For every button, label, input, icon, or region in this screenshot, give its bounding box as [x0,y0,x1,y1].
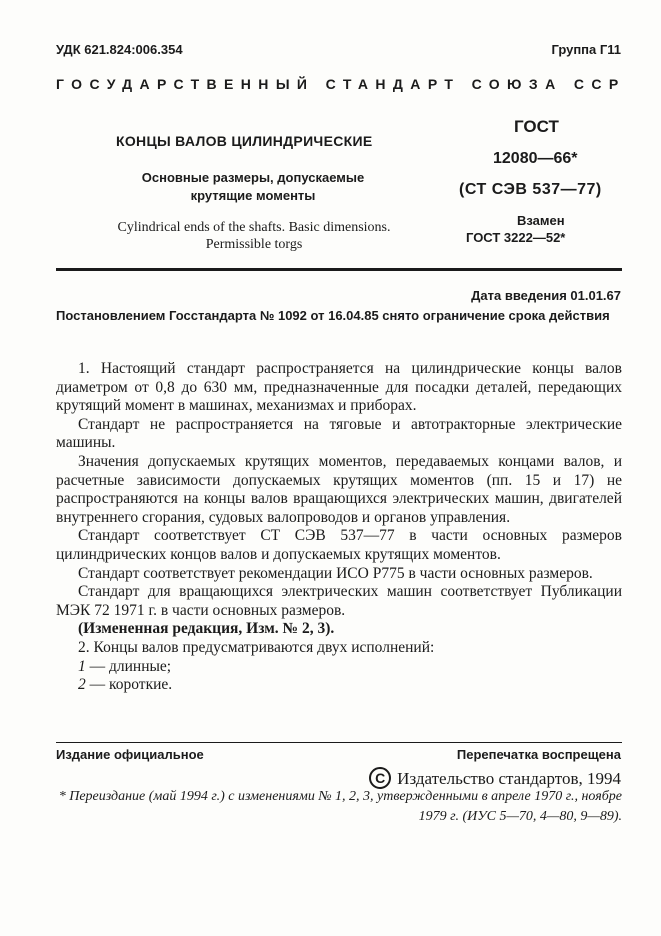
group-code: Группа Г11 [551,42,621,57]
replace-label: Взамен [517,213,565,228]
body-text [56,360,622,695]
paragraph-st-sev: Стандарт соответствует СТ СЭВ 537—77 в части основных размеров цилиндрических концов валов и допускаемых крутящих моментов. [56,527,622,563]
copyright-icon: C [369,767,391,789]
english-title: Cylindrical ends of the shafts. Basic dimensions. Permissible torgs [117,220,391,252]
footer-divider [56,742,622,743]
item-text: — длинные; [89,657,172,675]
document-title: КОНЦЫ ВАЛОВ ЦИЛИНДРИЧЕСКИЕ [116,133,373,149]
paragraph-exclusion: Стандарт не распространяется на тяговые и автотракторные электрические машины. [56,415,622,452]
reissue-note: * Переиздание (май 1994 г.) с изменениями № 1, 2, 3, утвержденными в апреле 1970 г., ноябре 1979 г. (ИУС 5—70, 4—80, 9—89). [58,789,622,824]
paragraph-iso: Стандарт соответствует рекомендации ИСО Р775 в части основных размеров. [78,564,593,582]
document-subtitle: Основные размеры, допускаемые крутящие моменты [141,170,365,203]
gost-number: 12080—66* [493,150,578,167]
header-divider [56,268,622,271]
list-item [56,676,622,695]
udk-code: УДК 621.824:006.354 [56,42,183,57]
item-number: 1 [78,657,86,675]
list-item [56,658,622,677]
official-edition: Издание официальное [56,747,204,762]
item-text: — короткие. [89,676,173,694]
decree-note: Постановлением Госстандарта № 1092 от 16.04.85 снято ограничение срока действия [56,308,610,323]
item-number: 2 [78,676,86,694]
paragraph-iec: Стандарт для вращающихся электрических машин соответствует Публикации МЭК 72 1971 г. в части основных размеров. [56,583,622,619]
introduction-date: Дата введения 01.01.67 [471,288,621,303]
paragraph-scope: 1. Настоящий стандарт распространяется на цилиндрические концы валов диаметром от 0,8 до 630 мм, предназначенные для посадки деталей, передающих крутящий момент в машинах, механизмах и приборах. [56,360,622,415]
replaced-standard: ГОСТ 3222—52* [466,230,566,245]
paragraph-amendment: (Измененная редакция, Изм. № 2, 3). [78,620,335,638]
paragraph-torque: Значения допускаемых крутящих моментов, передаваемых концами валов, и расчетные зависимости допускаемых крутящих моментов (пп. 15 и 17) не распространяются на концы валов вращающихся электрических машин, двигателей внутреннего сгорания, судовых валопроводов и органов управления. [56,452,622,526]
paragraph-versions: 2. Концы валов предусматриваются двух исполнений: [78,638,435,656]
copyright [369,767,621,789]
reprint-notice: Перепечатка воспрещена [456,747,621,762]
copyright-text: Издательство стандартов, 1994 [397,769,621,788]
gost-label: ГОСТ [514,117,559,136]
standard-banner: ГОСУДАРСТВЕННЫЙ СТАНДАРТ СОЮЗА ССР [56,76,626,92]
st-sev-number: (СТ СЭВ 537—77) [459,181,602,198]
